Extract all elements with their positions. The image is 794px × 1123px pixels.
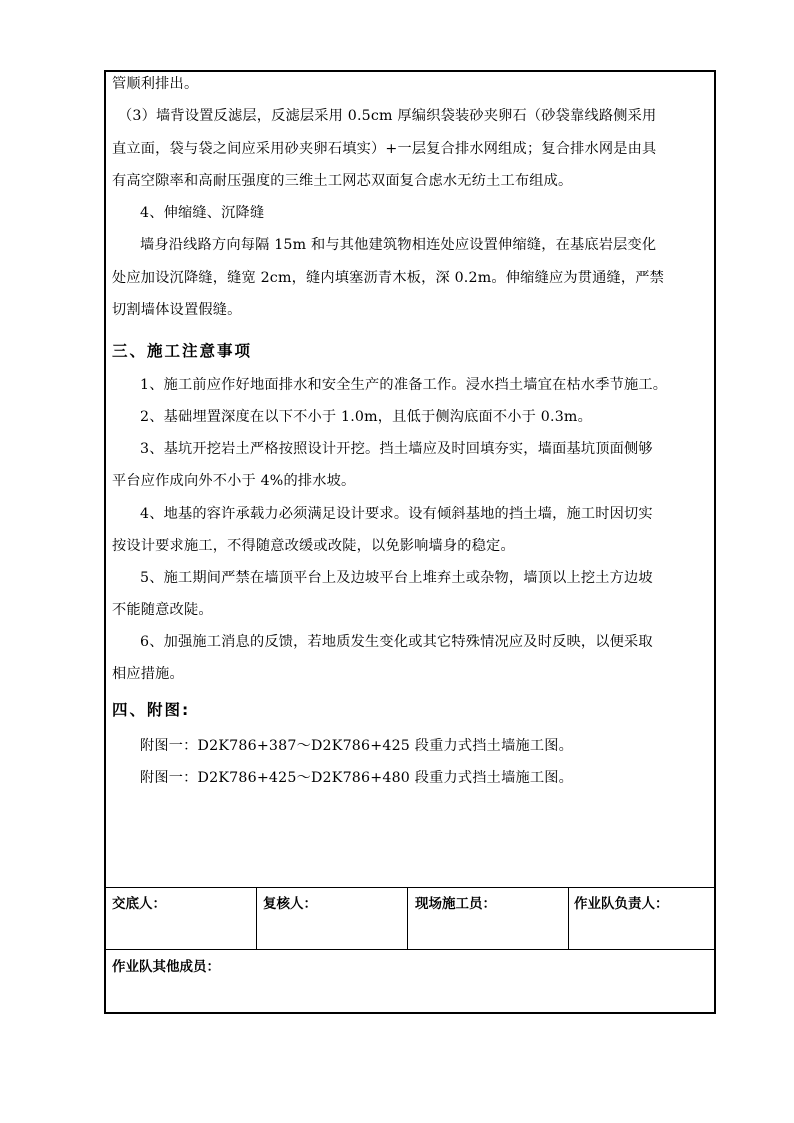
signature-table bbox=[106, 887, 714, 1012]
body-line: 直立面，袋与袋之间应采用砂夹卵石填实）+一层复合排水网组成；复合排水网是由具 bbox=[112, 141, 657, 157]
content-area bbox=[106, 72, 714, 887]
site-worker-label: 现场施工员： bbox=[415, 896, 496, 912]
list-item-cont: 相应措施。 bbox=[112, 666, 184, 682]
body-line: 切割墙体设置假缝。 bbox=[112, 302, 242, 318]
body-line: 处应加设沉降缝，缝宽 2cm，缝内填塞沥青木板，深 0.2m。伸缩缝应为贯通缝，严禁 bbox=[112, 270, 665, 286]
body-line: （3）墙背设置反滤层，反滤层采用 0.5cm 厚编织袋装砂夹卵石（砂袋靠线路侧采用 bbox=[118, 108, 657, 124]
attachment-line: 附图一：D2K786+387～D2K786+425 段重力式挡土墙施工图。 bbox=[140, 738, 574, 754]
list-item: 2、基础埋置深度在以下不小于 1.0m，且低于侧沟底面不小于 0.3m。 bbox=[140, 409, 592, 425]
list-item: 6、加强施工消息的反馈，若地质发生变化或其它特殊情况应及时反映，以便采取 bbox=[140, 634, 653, 650]
list-item-cont: 按设计要求施工，不得随意改缓或改陡，以免影响墙身的稳定。 bbox=[112, 538, 515, 554]
attachment-line: 附图一：D2K786+425～D2K786+480 段重力式挡土墙施工图。 bbox=[140, 770, 574, 786]
team-leader-label: 作业队负责人： bbox=[574, 896, 669, 912]
presenter-label: 交底人： bbox=[112, 896, 166, 912]
table-divider bbox=[256, 887, 257, 949]
table-divider bbox=[568, 887, 569, 949]
list-item-cont: 平台应作成向外不小于 4%的排水坡。 bbox=[112, 473, 356, 489]
body-line: 墙身沿线路方向每隔 15m 和与其他建筑物相连处应设置伸缩缝，在基底岩层变化 bbox=[140, 237, 657, 253]
reviewer-label: 复核人： bbox=[263, 896, 317, 912]
list-item: 4、地基的容许承载力必须满足设计要求。设有倾斜基地的挡土墙，施工时因切实 bbox=[140, 506, 653, 522]
other-members-label: 作业队其他成员： bbox=[112, 959, 220, 975]
table-divider bbox=[407, 887, 408, 949]
subheading: 4、伸缩缝、沉降缝 bbox=[140, 205, 265, 221]
section-heading: 三、施工注意事项 bbox=[112, 342, 253, 360]
body-line: 管顺利排出。 bbox=[112, 76, 199, 92]
list-item: 3、基坑开挖岩土严格按照设计开挖。挡土墙应及时回填夯实，墙面基坑顶面侧够 bbox=[140, 441, 653, 457]
list-item-cont: 不能随意改陡。 bbox=[112, 602, 213, 618]
list-item: 5、施工期间严禁在墙顶平台上及边坡平台上堆弃土或杂物，墙顶以上挖土方边坡 bbox=[140, 570, 653, 586]
list-item: 1、施工前应作好地面排水和安全生产的准备工作。浸水挡土墙宜在枯水季节施工。 bbox=[140, 377, 668, 393]
disclosure-form bbox=[104, 70, 716, 1014]
table-divider bbox=[106, 949, 714, 950]
table-divider bbox=[106, 887, 714, 888]
body-line: 有高空隙率和高耐压强度的三维土工网芯双面复合虑水无纺土工布组成。 bbox=[112, 173, 573, 189]
section-heading: 四、附图: bbox=[112, 701, 191, 719]
